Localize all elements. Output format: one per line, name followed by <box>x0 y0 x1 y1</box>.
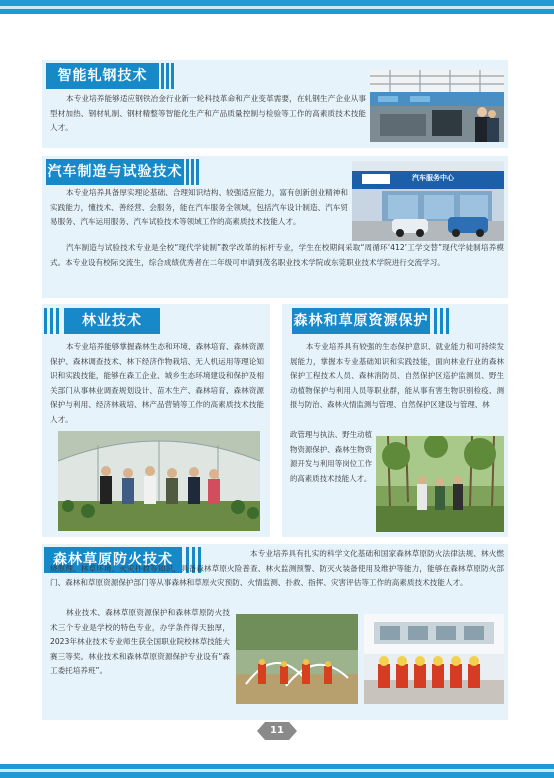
title-decor-bars <box>434 308 452 334</box>
text-automotive-1: 本专业培养具备厚实理论基础、合理知识结构、较强适应能力，富有创新创业精神和实践能力，懂技术、善经营、会服务，能在汽车服务全领域，包括汽车设计制造、汽车贸易服务、汽车运用服务、汽车试验技术等领域工作的高素质技术技能人才。 <box>50 188 348 227</box>
title-automotive: 汽车制造与试验技术 <box>46 159 184 185</box>
text-forestry: 本专业培养能够掌握森林生态和环境、森林培育、森林资源保护、森林调查技术、林下经济作物栽培、无人机运用等理论知识和实践技能，能够在森工企业、城乡生态环境建设和保护及相关部门从事林业调查规划设计、苗木生产、森林培育、森林资源保护与利用、经济林栽培、林产品营销等工作的高素质技术技能人才。 <box>50 342 264 424</box>
text-fire-prevention-1: 本专业培养具有扎实的科学文化基础和国家森林草原防火法律法规、林火燃烧原理、林草环境、火灾扑救等知识，具备森林草原火险普查、林火监测预警、防灭火装备使用及维护等能力，能够在森林草原防火部门、森林和草原资源保护部门等从事森林和草原火灾预防、火情监测、扑救、指挥、灾害评估等工作的高素质技术技能人才。 <box>50 549 504 588</box>
top-decorative-bar <box>0 0 554 14</box>
photo-forest-patrol <box>376 436 504 532</box>
page-number: 11 <box>270 725 284 736</box>
page-number-badge <box>257 722 297 740</box>
title-decor-bars <box>44 308 62 334</box>
title-decor-bars <box>186 159 200 185</box>
text-resource-protection-top: 本专业培养具有较强的生态保护意识、就业能力和可持续发展能力，掌握本专业基础知识和实践技能，面向林业行业的森林保护工程技术人员、森林消防员、自然保护区巡护监测员、野生动植物保护与利用人员等职业群，能从事有害生物识别检疫、测报与防治、森林火情监测与管理、自然保护区建设与管理、林 <box>290 342 504 410</box>
photo-steel-rolling-workshop <box>370 70 504 142</box>
bottom-decorative-bar <box>0 764 554 778</box>
title-resource-protection: 森林和草原资源保护 <box>292 308 430 334</box>
photo-fire-hose-drill <box>236 614 358 704</box>
photo-greenhouse-group <box>58 431 260 531</box>
photo-firefighter-team <box>364 614 504 704</box>
title-smart-rolling: 智能轧钢技术 <box>46 63 159 89</box>
shop-sign-text: 汽车服务中心 <box>412 174 454 182</box>
title-fire-prevention: 森林草原防火技术 <box>44 547 182 573</box>
text-automotive-2: 汽车制造与试验技术专业是全校“现代学徒制”教学改革的标杆专业，学生在校期间采取“周循环‘412’工学交替”现代学徒制培养模式。本专业设有校际交流生，综合成绩优秀者在二年级可申请到茂名职业技术学院或东莞职业技术学院进行交流学习。 <box>50 243 504 267</box>
photo-auto-service-center <box>352 161 504 241</box>
text-fire-prevention-2: 林业技术、森林草原资源保护和森林草原防火技术三个专业是学校的特色专业，办学条件得天独厚，2023年林业技术专业师生获全国职业院校林草技能大赛三等奖。林业技术和森林草原资源保护专业设有“森工委托培养班”。 <box>50 608 230 676</box>
title-decor-bars <box>161 63 175 89</box>
title-forestry: 林业技术 <box>64 308 160 334</box>
text-resource-protection-bottom: 政管理与执法、野生动植物资源保护、森林生物资源开发与利用等岗位工作的高素质技术技能人才。 <box>290 430 372 483</box>
text-smart-rolling: 本专业培养能够适应钢铁冶金行业新一轮科技革命和产业变革需要，在轧钢生产企业从事型材加热、钢材轧制、钢材精整等智能化生产和产品质量控制与检验等工作的高素质技术技能人才。 <box>50 94 366 133</box>
